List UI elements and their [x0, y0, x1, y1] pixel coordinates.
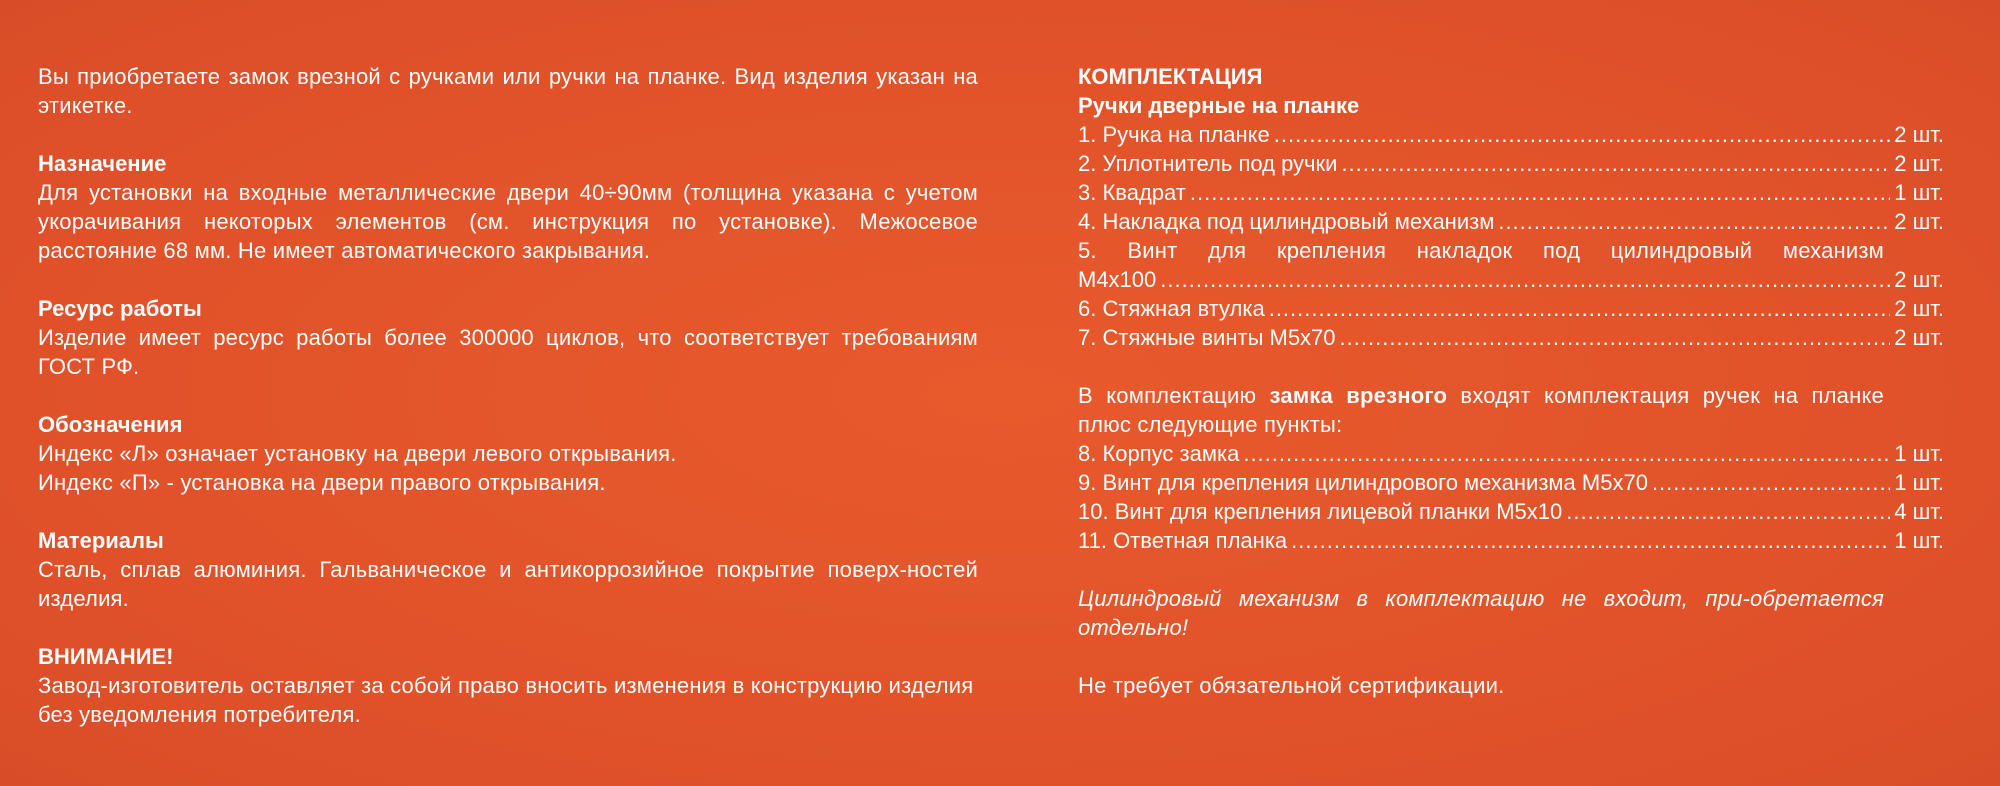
list-item: 2. Уплотнитель под ручки ..... 2 шт. — [1078, 149, 1944, 178]
section-text: Завод-изготовитель оставляет за собой право вносить изменения в конструкцию изделия без уведомления потребителя. — [38, 673, 974, 727]
lock-intro: В комплектацию замка врезного входят комплектация ручек на планке плюс следующие пункты: — [1078, 383, 1884, 437]
list-item: 10. Винт для крепления лицевой планки М5х10 ..... 4 шт. — [1078, 497, 1944, 526]
section-resource — [38, 294, 978, 381]
list-item: 3. Квадрат ..... 1 шт. — [1078, 178, 1944, 207]
section-text-2: Индекс «П» - установка на двери правого открывания. — [38, 470, 606, 495]
section-text: Для установки на входные металлические двери 40÷90мм (толщина указана с учетом укорачивания некоторых элементов (см. инструкция по установке). Межосевое расстояние 68 мм. Не имеет автоматического закрывания. — [38, 180, 978, 263]
section-text: Сталь, сплав алюминия. Гальваническое и антикоррозийное покрытие поверх-ностей изделия. — [38, 557, 978, 611]
list-item: 6. Стяжная втулка ..... 2 шт. — [1078, 294, 1944, 323]
intro-text: Вы приобретаете замок врезной с ручками или ручки на планке. Вид изделия указан на этикетке. — [38, 64, 978, 118]
left-column — [38, 62, 978, 729]
lock-kit-list — [1078, 439, 1944, 555]
section-materials — [38, 526, 978, 613]
kit-subheading: Ручки дверные на планке — [1078, 93, 1360, 118]
kit-heading: КОМПЛЕКТАЦИЯ — [1078, 64, 1263, 89]
cylinder-note: Цилиндровый механизм в комплектацию не входит, при-обретается отдельно! — [1078, 586, 1884, 640]
list-item: 8. Корпус замка ..... 1 шт. — [1078, 439, 1944, 468]
section-warning — [38, 642, 978, 729]
list-item: 4. Накладка под цилиндровый механизм ..... 2 шт. — [1078, 207, 1944, 236]
list-item: 7. Стяжные винты М5х70 ..... 2 шт. — [1078, 323, 1944, 352]
section-title: Обозначения — [38, 412, 183, 437]
section-title: Назначение — [38, 151, 167, 176]
list-item: 9. Винт для крепления цилиндрового механизма М5х70 ..... 1 шт. — [1078, 468, 1944, 497]
section-purpose — [38, 149, 978, 265]
kit-list — [1078, 120, 1944, 352]
section-title: Материалы — [38, 528, 164, 553]
section-text: Индекс «Л» означает установку на двери левого открывания. — [38, 441, 677, 466]
section-designations — [38, 410, 978, 497]
certification-note: Не требует обязательной сертификации. — [1078, 673, 1505, 698]
list-item: М4х100 ..... 2 шт. — [1078, 265, 1944, 294]
section-title: Ресурс работы — [38, 296, 202, 321]
section-title: ВНИМАНИЕ! — [38, 644, 174, 669]
section-text: Изделие имеет ресурс работы более 300000 циклов, что соответствует требованиям ГОСТ РФ. — [38, 325, 978, 379]
list-item-line1: 5. Винт для крепления накладок под цилиндровый механизм — [1078, 238, 1884, 263]
list-item: 11. Ответная планка ..... 1 шт. — [1078, 526, 1944, 555]
list-item: 1. Ручка на планке ..... 2 шт. — [1078, 120, 1944, 149]
right-column — [1078, 62, 1944, 700]
